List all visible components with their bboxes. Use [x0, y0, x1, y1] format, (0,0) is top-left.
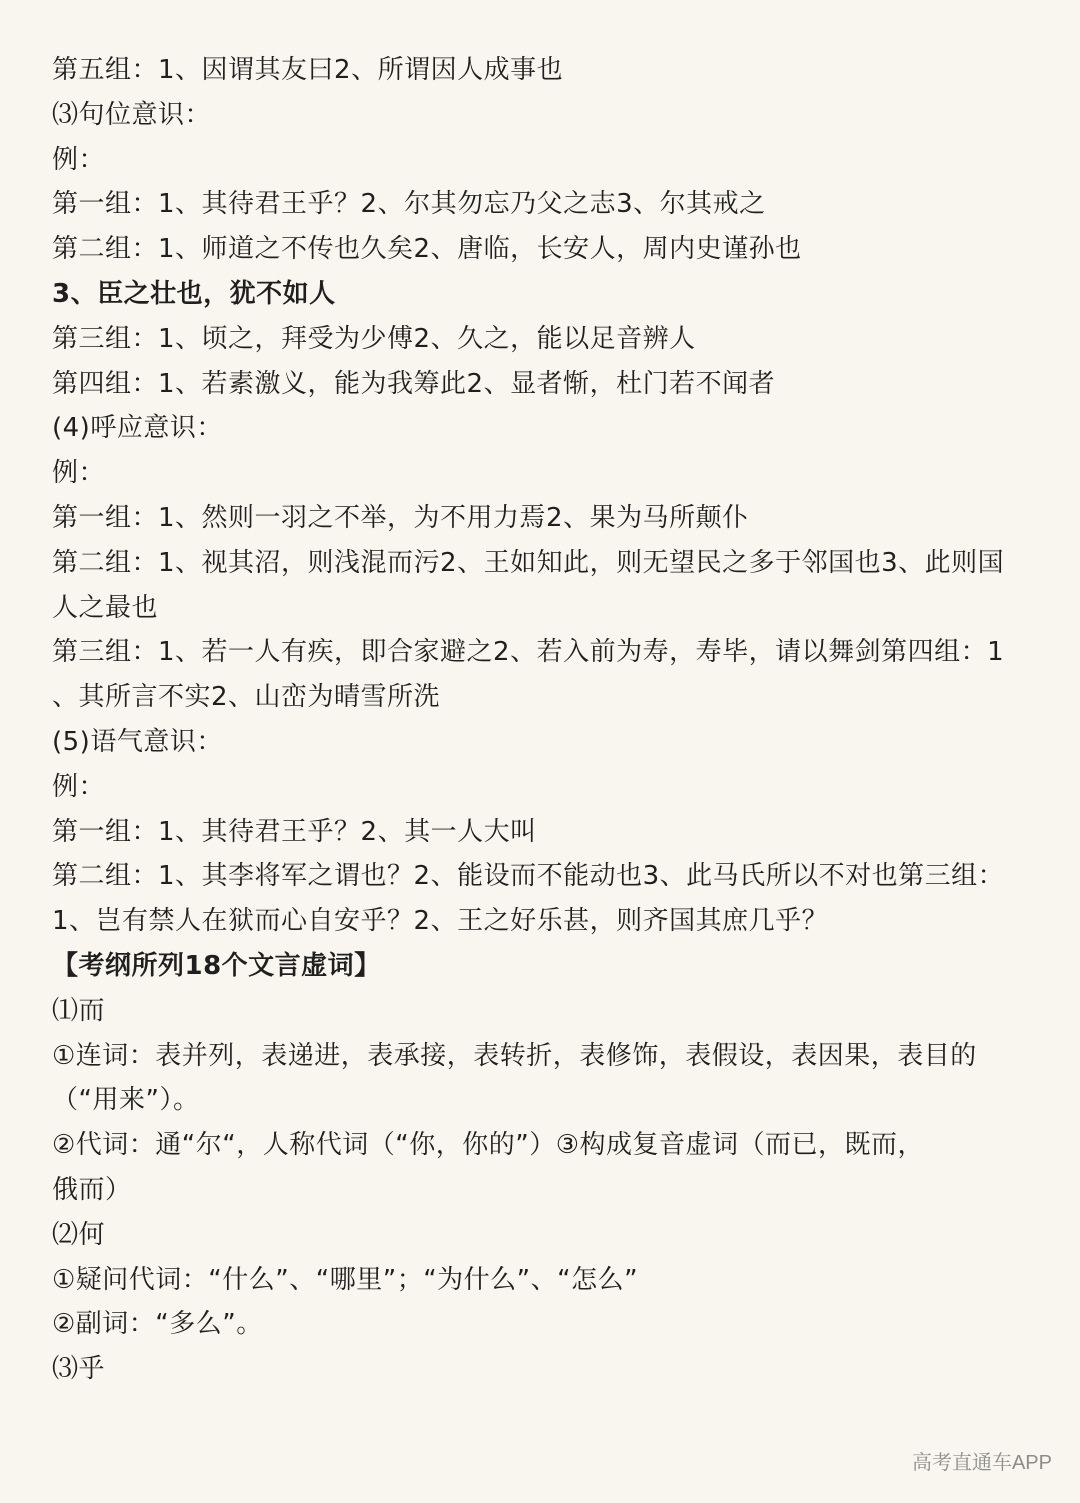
text-line: ⑶乎: [52, 1354, 106, 1385]
text-line: 第三组：1、顷之，拜受为少傅2、久之，能以足音辨人: [52, 323, 696, 354]
text-line: 、其所言不实2、山峦为晴雪所洗: [52, 682, 441, 713]
text-line: ⑴而: [52, 995, 106, 1026]
text-line: 人之最也: [52, 592, 159, 623]
text-line: 俄而）: [52, 1174, 132, 1205]
text-line: ②副词：“多么”。: [52, 1309, 263, 1340]
text-line: 例：: [52, 144, 106, 175]
text-line: 第二组：1、视其沼，则浅混而污2、王如知此，则无望民之多于邻国也3、此则国: [52, 547, 1005, 578]
text-line: ⑶句位意识：: [52, 99, 212, 130]
text-line: 第四组：1、若素激义，能为我筹此2、显者惭，杜门若不闻者: [52, 368, 776, 399]
text-line: (4)呼应意识：: [52, 413, 223, 444]
text-line: 第二组：1、其李将军之谓也？2、能设而不能动也3、此马氏所以不对也第三组：: [52, 861, 1005, 892]
text-line: 第五组：1、因谓其友曰2、所谓因人成事也: [52, 55, 564, 85]
text-line: 第一组：1、其待君王乎？2、其一人大叫: [52, 816, 537, 847]
text-line: ①疑问代词：“什么”、“哪里”；“为什么”、“怎么”: [52, 1264, 639, 1295]
text-line: 例：: [52, 771, 106, 802]
text-line: 第一组：1、其待君王乎？2、尔其勿忘乃父之志3、尔其戒之: [52, 189, 766, 220]
text-line: 第三组：1、若一人有疾，即合家避之2、若入前为寿，寿毕，请以舞剑第四组：1: [52, 637, 1005, 668]
text-line: 第一组：1、然则一羽之不举，为不用力焉2、果为马所颠仆: [52, 502, 749, 533]
text-line: ①连词：表并列，表递进，表承接，表转折，表修饰，表假设，表因果，表目的: [52, 1040, 977, 1071]
section-heading: 3、臣之壮也，犹不如人: [52, 278, 336, 309]
text-line: ⑵何: [52, 1219, 106, 1250]
text-line: 第二组：1、师道之不传也久矣2、唐临，长安人，周内史谨孙也: [52, 234, 802, 265]
section-heading: 【考纲所列18个文言虚词】: [52, 950, 381, 981]
text-line: (5)语气意识：: [52, 726, 223, 757]
text-line: 例：: [52, 458, 106, 489]
text-line: ②代词：通“尔“，人称代词（“你，你的”）③构成复音虚词（而已，既而，: [52, 1130, 924, 1161]
text-line: （“用来”）。: [52, 1085, 200, 1116]
text-line: 1、岂有禁人在狱而心自安乎？2、王之好乐甚，则齐国其庶几乎？: [52, 906, 829, 937]
watermark: 高考直通车APP: [911, 1452, 1052, 1474]
